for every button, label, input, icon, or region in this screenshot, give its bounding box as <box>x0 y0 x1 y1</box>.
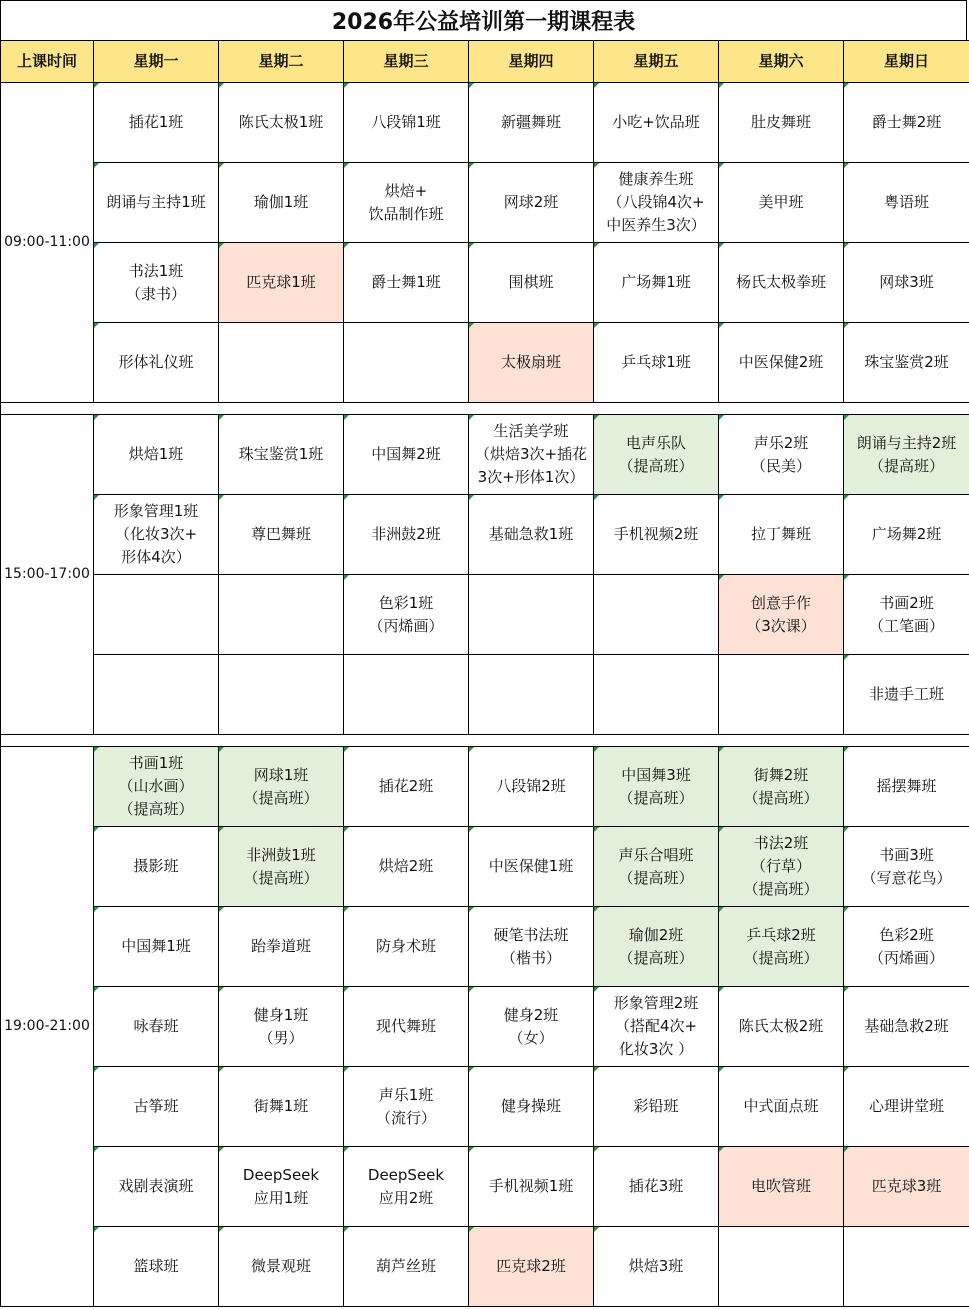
schedule-title: 2026年公益培训第一期课程表 <box>0 0 967 40</box>
class-note: （提高班） <box>743 880 819 898</box>
class-cell <box>469 163 594 243</box>
class-name: 匹克球3班 <box>871 1177 942 1195</box>
class-cell <box>844 495 969 575</box>
class-cell <box>219 827 344 907</box>
class-cell <box>469 1227 594 1307</box>
class-cell <box>344 83 469 163</box>
class-name: 瑜伽1班 <box>253 193 309 211</box>
class-name: 形象管理1班 <box>113 502 199 520</box>
empty-cell <box>469 575 594 655</box>
class-name: 创意手作 <box>750 593 811 612</box>
class-name: 微景观班 <box>250 1257 311 1275</box>
class-cell <box>719 495 844 575</box>
schedule-row <box>1 83 969 163</box>
class-note: （提高班） <box>868 456 944 475</box>
class-cell <box>94 415 219 495</box>
class-cell <box>844 83 969 163</box>
class-cell <box>469 747 594 827</box>
class-name: 电声乐队 <box>625 433 686 452</box>
class-cell <box>719 907 844 987</box>
class-note: （丙烯画） <box>868 948 944 967</box>
class-name: 插花1班 <box>128 113 184 131</box>
class-name: 书法2班 <box>753 834 809 852</box>
class-name: 彩铅班 <box>633 1097 679 1115</box>
class-name: 匹克球2班 <box>496 1257 566 1275</box>
class-cell <box>469 323 594 403</box>
class-name: 生活美学班 <box>493 422 569 440</box>
class-cell <box>844 747 969 827</box>
class-cell <box>469 827 594 907</box>
class-cell <box>594 827 719 907</box>
class-name: 插花3班 <box>628 1177 684 1195</box>
class-name: 书画2班 <box>879 593 934 612</box>
class-name: 非洲鼓2班 <box>371 525 441 543</box>
class-cell <box>94 1227 219 1307</box>
empty-cell <box>219 323 344 403</box>
class-cell <box>594 163 719 243</box>
class-name: 街舞1班 <box>253 1097 309 1115</box>
class-name: 基础急救2班 <box>864 1017 949 1035</box>
class-cell <box>344 575 469 655</box>
class-cell <box>219 987 344 1067</box>
class-note: （民美） <box>750 456 811 475</box>
class-name: 烘焙1班 <box>128 445 184 463</box>
class-cell <box>844 415 969 495</box>
class-name: 葫芦丝班 <box>375 1257 436 1275</box>
class-note: （八段锦4次+ <box>607 193 705 211</box>
class-cell <box>219 83 344 163</box>
schedule-row <box>1 655 969 735</box>
class-cell <box>94 163 219 243</box>
class-note: （行草） <box>750 857 811 875</box>
class-note: 化妆3次 ） <box>618 1040 694 1058</box>
class-cell <box>844 575 969 655</box>
class-name: 戏剧表演班 <box>118 1177 194 1195</box>
class-name: 烘焙+ <box>384 181 428 200</box>
schedule-row <box>1 243 969 323</box>
empty-cell <box>94 575 219 655</box>
schedule-row <box>1 1067 969 1147</box>
header-thursday: 星期四 <box>469 41 594 83</box>
class-cell <box>719 827 844 907</box>
class-note: （搭配4次+ <box>614 1017 698 1035</box>
class-cell <box>344 987 469 1067</box>
class-name: 声乐合唱班 <box>618 845 694 864</box>
class-name: 摄影班 <box>133 857 179 875</box>
class-name: 爵士舞2班 <box>871 113 942 131</box>
class-note: （提高班） <box>618 788 694 807</box>
class-cell <box>719 323 844 403</box>
schedule-row <box>1 987 969 1067</box>
empty-cell <box>344 655 469 735</box>
class-name: 古筝班 <box>133 1097 179 1115</box>
class-note: （男） <box>258 1028 304 1047</box>
class-note: （3次课） <box>746 616 816 635</box>
class-name: 网球2班 <box>503 193 559 211</box>
class-cell <box>94 907 219 987</box>
class-note: （提高班） <box>743 788 819 807</box>
class-name: 健身1班 <box>253 1005 309 1024</box>
class-name: 围棋班 <box>508 273 554 291</box>
header-monday: 星期一 <box>94 41 219 83</box>
class-cell <box>594 1227 719 1307</box>
class-note: 形体4次） <box>121 548 191 566</box>
schedule-row <box>1 827 969 907</box>
class-note: 3次+形体1次） <box>477 468 585 486</box>
header-friday: 星期五 <box>594 41 719 83</box>
class-note: （提高班） <box>118 800 194 818</box>
class-cell <box>219 1227 344 1307</box>
class-name: 匹克球1班 <box>246 273 316 291</box>
class-name: 心理讲堂班 <box>868 1097 944 1115</box>
header-sunday: 星期日 <box>844 41 969 83</box>
schedule-body <box>1 83 969 1307</box>
class-name: 篮球班 <box>133 1257 179 1275</box>
class-name: 瑜伽2班 <box>628 925 684 944</box>
class-cell <box>469 415 594 495</box>
class-cell <box>469 243 594 323</box>
class-cell <box>344 747 469 827</box>
class-name: 形体礼仪班 <box>118 353 194 371</box>
class-cell <box>219 415 344 495</box>
class-name: 八段锦1班 <box>371 113 441 131</box>
class-cell <box>594 495 719 575</box>
schedule-row <box>1 495 969 575</box>
class-name: 尊巴舞班 <box>250 525 311 543</box>
class-cell <box>344 1147 469 1227</box>
class-name: 珠宝鉴赏1班 <box>238 445 324 463</box>
class-cell <box>469 495 594 575</box>
class-note: （隶书） <box>125 284 186 303</box>
class-name: 杨氏太极拳班 <box>735 273 826 291</box>
class-cell <box>344 827 469 907</box>
class-note: （工笔画） <box>868 616 944 635</box>
class-cell <box>469 1147 594 1227</box>
header-tuesday: 星期二 <box>219 41 344 83</box>
class-cell <box>594 747 719 827</box>
class-cell <box>469 1067 594 1147</box>
class-name: 硬笔书法班 <box>493 925 569 944</box>
class-name: 健身操班 <box>500 1097 561 1115</box>
class-name: 书法1班 <box>128 261 184 280</box>
header-saturday: 星期六 <box>719 41 844 83</box>
class-name: 网球1班 <box>253 765 309 784</box>
class-cell <box>344 495 469 575</box>
class-cell <box>219 1067 344 1147</box>
schedule-table <box>0 40 969 1307</box>
session-separator <box>1 403 969 415</box>
class-cell <box>594 243 719 323</box>
empty-cell <box>344 323 469 403</box>
class-cell <box>844 323 969 403</box>
class-name: 美甲班 <box>758 193 804 211</box>
class-note: 中医养生3次） <box>606 216 706 234</box>
class-name: 烘焙3班 <box>628 1257 684 1275</box>
class-name: 爵士舞1班 <box>371 273 441 291</box>
class-note: （提高班） <box>243 788 319 807</box>
class-name: 乒乓球1班 <box>621 353 691 371</box>
class-name: 手机视频1班 <box>488 1177 574 1195</box>
class-cell <box>219 1147 344 1227</box>
schedule-row <box>1 1147 969 1227</box>
class-cell <box>844 655 969 735</box>
class-name: 插花2班 <box>378 777 434 795</box>
class-name: 防身术班 <box>375 937 436 955</box>
class-note: （山水画） <box>118 777 194 795</box>
separator-cell <box>1 403 969 415</box>
class-note: （化妆3次+ <box>114 525 198 543</box>
class-cell <box>219 243 344 323</box>
class-name: 中医保健1班 <box>488 857 574 875</box>
empty-cell <box>469 655 594 735</box>
class-cell <box>719 1067 844 1147</box>
empty-cell <box>719 655 844 735</box>
empty-cell <box>219 575 344 655</box>
class-name: 陈氏太极2班 <box>738 1017 824 1035</box>
class-name: 手机视频2班 <box>613 525 699 543</box>
class-cell <box>344 907 469 987</box>
class-name: DeepSeek <box>242 1165 320 1184</box>
class-name: 朗诵与主持2班 <box>856 433 957 452</box>
class-note: （提高班） <box>243 868 319 887</box>
class-cell <box>219 163 344 243</box>
class-cell <box>719 1147 844 1227</box>
class-name: 电吹管班 <box>750 1177 811 1195</box>
class-name: DeepSeek <box>367 1165 445 1184</box>
schedule-row <box>1 575 969 655</box>
empty-cell <box>94 655 219 735</box>
class-name: 乒乓球2班 <box>746 925 816 944</box>
class-name: 太极扇班 <box>500 353 561 371</box>
class-cell <box>719 83 844 163</box>
class-cell <box>594 987 719 1067</box>
class-name: 中国舞2班 <box>371 445 441 463</box>
class-name: 健康养生班 <box>618 170 694 188</box>
class-name: 中国舞3班 <box>621 765 691 784</box>
class-name: 网球3班 <box>879 273 934 291</box>
class-note: （烘焙3次+插花 <box>474 445 588 463</box>
class-name: 粤语班 <box>883 193 929 211</box>
class-name: 现代舞班 <box>375 1017 436 1035</box>
class-cell <box>844 827 969 907</box>
separator-cell <box>1 735 969 747</box>
class-cell <box>469 907 594 987</box>
class-cell <box>94 323 219 403</box>
class-name: 声乐2班 <box>753 433 809 452</box>
class-note: （楷书） <box>500 948 561 967</box>
class-cell <box>719 163 844 243</box>
schedule-row <box>1 323 969 403</box>
class-note: 饮品制作班 <box>368 204 444 223</box>
class-note: 应用2班 <box>378 1188 434 1207</box>
class-cell <box>844 1067 969 1147</box>
class-name: 非洲鼓1班 <box>246 845 316 864</box>
class-name: 烘焙2班 <box>378 857 434 875</box>
header-time: 上课时间 <box>1 41 94 83</box>
class-name: 形象管理2班 <box>613 994 699 1012</box>
class-cell <box>219 495 344 575</box>
class-cell <box>94 987 219 1067</box>
class-note: 应用1班 <box>253 1188 309 1207</box>
class-name: 珠宝鉴赏2班 <box>864 353 949 371</box>
class-cell <box>219 907 344 987</box>
class-cell <box>594 1147 719 1227</box>
class-note: （提高班） <box>618 456 694 475</box>
class-cell <box>219 747 344 827</box>
class-name: 书画1班 <box>128 754 184 772</box>
class-cell <box>719 415 844 495</box>
class-name: 广场舞2班 <box>871 525 942 543</box>
class-cell <box>94 1067 219 1147</box>
class-cell <box>719 747 844 827</box>
class-name: 色彩1班 <box>378 593 434 612</box>
class-name: 色彩2班 <box>879 925 934 944</box>
class-cell <box>719 575 844 655</box>
class-name: 非遗手工班 <box>868 685 944 703</box>
schedule-row <box>1 907 969 987</box>
class-cell <box>844 243 969 323</box>
class-note: （提高班） <box>618 868 694 887</box>
class-name: 书画3班 <box>879 845 934 864</box>
class-note: （提高班） <box>743 948 819 967</box>
class-cell <box>344 243 469 323</box>
class-name: 肚皮舞班 <box>750 113 811 131</box>
class-name: 摇摆舞班 <box>876 777 937 795</box>
class-cell <box>719 987 844 1067</box>
class-note: （丙烯画） <box>368 616 444 635</box>
class-cell <box>594 907 719 987</box>
empty-cell <box>594 575 719 655</box>
class-cell <box>344 1227 469 1307</box>
time-slot-label: 15:00-17:00 <box>1 415 94 735</box>
class-cell <box>344 415 469 495</box>
class-cell <box>844 987 969 1067</box>
schedule-row <box>1 747 969 827</box>
class-name: 拉丁舞班 <box>750 525 811 543</box>
class-name: 广场舞1班 <box>621 273 691 291</box>
header-row <box>1 41 969 83</box>
class-name: 声乐1班 <box>378 1085 434 1104</box>
class-name: 八段锦2班 <box>496 777 566 795</box>
class-note: （流行） <box>375 1108 436 1127</box>
class-cell <box>94 747 219 827</box>
class-cell <box>719 243 844 323</box>
schedule-row <box>1 1227 969 1307</box>
class-cell <box>94 827 219 907</box>
class-cell <box>94 243 219 323</box>
empty-cell <box>594 655 719 735</box>
class-cell <box>594 415 719 495</box>
schedule-row <box>1 415 969 495</box>
class-cell <box>94 1147 219 1227</box>
class-cell <box>594 323 719 403</box>
class-name: 基础急救1班 <box>488 525 574 543</box>
class-cell <box>94 83 219 163</box>
class-cell <box>844 1147 969 1227</box>
time-slot-label: 09:00-11:00 <box>1 83 94 403</box>
class-cell <box>594 83 719 163</box>
class-cell <box>469 987 594 1067</box>
class-cell <box>594 1067 719 1147</box>
time-slot-label: 19:00-21:00 <box>1 747 94 1307</box>
class-name: 新疆舞班 <box>500 113 561 131</box>
header-wednesday: 星期三 <box>344 41 469 83</box>
class-cell <box>469 83 594 163</box>
class-name: 陈氏太极1班 <box>238 113 324 131</box>
class-name: 跆拳道班 <box>250 937 311 955</box>
class-name: 中式面点班 <box>743 1097 819 1115</box>
class-cell <box>844 163 969 243</box>
class-name: 中医保健2班 <box>738 353 824 371</box>
class-note: （写意花鸟） <box>861 868 952 887</box>
empty-cell <box>219 655 344 735</box>
class-name: 咏春班 <box>133 1017 179 1035</box>
class-cell <box>344 1067 469 1147</box>
class-cell <box>94 495 219 575</box>
class-cell <box>844 907 969 987</box>
empty-cell <box>844 1227 969 1307</box>
class-name: 街舞2班 <box>753 765 809 784</box>
class-name: 中国舞1班 <box>121 937 191 955</box>
class-note: （提高班） <box>618 948 694 967</box>
schedule-row <box>1 163 969 243</box>
class-name: 朗诵与主持1班 <box>106 193 206 211</box>
session-separator <box>1 735 969 747</box>
class-cell <box>344 163 469 243</box>
class-note: （女） <box>508 1028 554 1047</box>
class-name: 健身2班 <box>503 1005 559 1024</box>
class-name: 小吃+饮品班 <box>612 113 700 131</box>
empty-cell <box>719 1227 844 1307</box>
